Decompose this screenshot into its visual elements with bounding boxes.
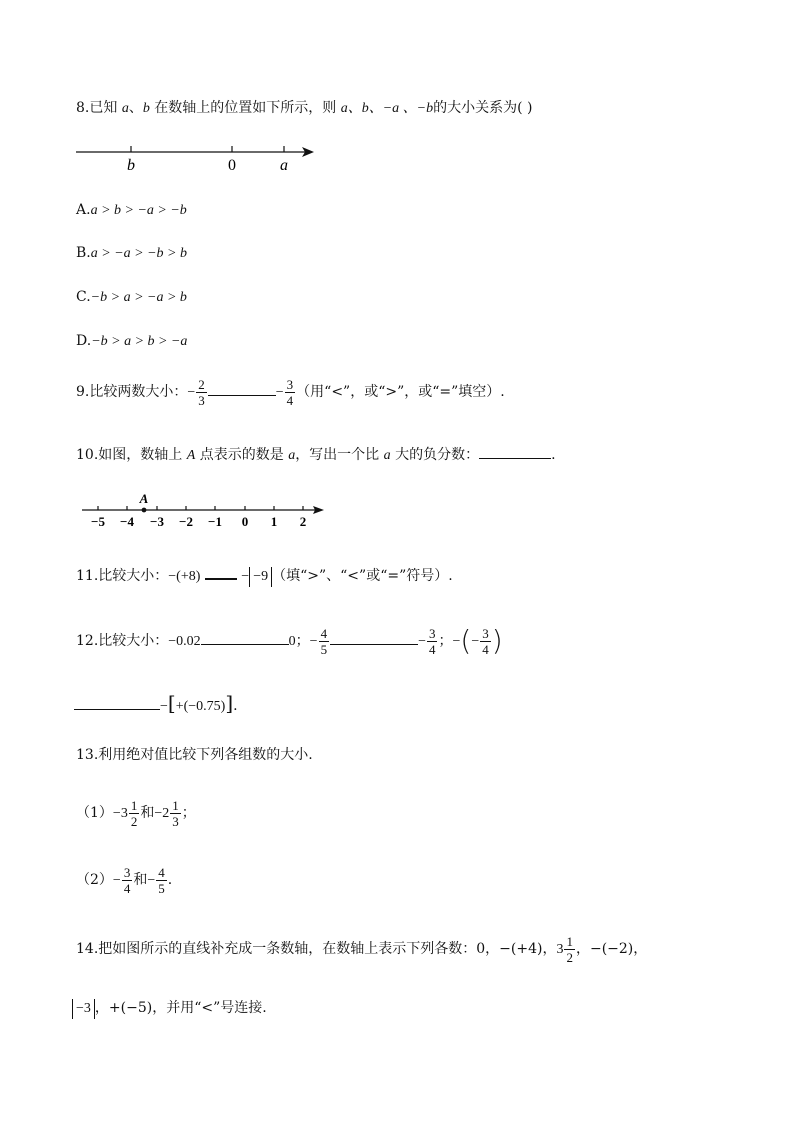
- q11: 11.比较大小：−(+8) − −9 （填“>”、“<”或“=”符号）.: [76, 564, 453, 587]
- q10-point-a: [142, 508, 147, 513]
- q13-p2-fraction-a: $\frac{3}{4}$: [123, 864, 131, 896]
- q10-tick-label: 2: [299, 514, 307, 529]
- q11-absolute-value: −9: [249, 567, 272, 587]
- q8-stem: 8.已知 a、b 在数轴上的位置如下所示，则 a、b、−a 、−b的大小关系为( ): [76, 100, 533, 116]
- q10-answer-blank[interactable]: [479, 444, 551, 459]
- q10-tick-label: −5: [91, 514, 105, 529]
- q10-stem: 10.如图，数轴上 A 点表示的数是 a，写出一个比 a 大的负分数： .: [76, 444, 556, 466]
- q8-option-c: C.−b > a > −a > b: [76, 289, 187, 305]
- q14-absolute-value: −3: [72, 999, 95, 1019]
- q12-answer-blank-2[interactable]: [330, 630, 418, 645]
- q8-option-b: B.a > −a > −b > b: [76, 245, 187, 261]
- q12-line1: 12.比较大小：−0.02 0；− $\frac{4}{5}$ − $\frac{3}{4}$ ；−(− $\frac{3}{4}$ ): [76, 624, 503, 657]
- q13-p2-fraction-b: $\frac{4}{5}$: [158, 864, 165, 896]
- q8-axis-zero-label: 0: [228, 157, 236, 174]
- q8-axis-a-label: a: [280, 157, 288, 174]
- q10-number-line: [80, 490, 330, 532]
- q8-axis-b-label: b: [127, 157, 135, 174]
- q10-tick-label: −1: [208, 514, 222, 529]
- q8-number-line: [74, 140, 324, 176]
- q10-tick-label: 0: [241, 514, 249, 529]
- q9-answer-blank[interactable]: [208, 381, 276, 396]
- q12-answer-blank-3[interactable]: [74, 695, 160, 710]
- q14-fraction: $\frac{1}{2}$: [566, 933, 573, 965]
- q12-line2: −[+(−0.75)].: [74, 690, 238, 720]
- q8-option-d: D.−b > a > b > −a: [76, 333, 188, 349]
- q14-line2: −3 ，+(−5)，并用“<”号连接.: [72, 998, 267, 1019]
- q13-part2: （2）− $\frac{3}{4}$ 和− $\frac{4}{5}$ .: [76, 864, 173, 896]
- q12-fraction-3: $\frac{3}{4}$: [482, 625, 489, 657]
- q11-answer-blank[interactable]: [205, 564, 237, 580]
- q13-p1-fraction-a: $\frac{1}{2}$: [130, 797, 138, 829]
- q12-fraction-1: $\frac{4}{5}$: [320, 625, 328, 657]
- q10-tick-label: −2: [179, 514, 193, 529]
- q12-answer-blank-1[interactable]: [201, 630, 289, 645]
- q13-title: 13.利用绝对值比较下列各组数的大小.: [76, 747, 313, 763]
- q14-line1: 14.把如图所示的直线补充成一条数轴，在数轴上表示下列各数：0，−(+4)，3 $\frac{1}{2}$ ，−(−2)，: [76, 933, 648, 965]
- q9-fraction-2: $\frac{3}{4}$: [286, 376, 294, 408]
- q13-part1: （1）−3 $\frac{1}{2}$ 和−2 $\frac{1}{3}$ ；: [76, 797, 196, 829]
- q13-p1-fraction-b: $\frac{1}{3}$: [172, 797, 179, 829]
- q10-tick-label: 1: [270, 514, 278, 529]
- q8-option-a: A.a > b > −a > −b: [76, 202, 187, 218]
- q9-fraction-1: $\frac{2}{3}$: [198, 376, 205, 408]
- q12-fraction-2: $\frac{3}{4}$: [428, 625, 436, 657]
- q9: 9.比较两数大小：− $\frac{2}{3}$ − $\frac{3}{4}$ （用“<”，或“>”，或“=”填空）.: [76, 376, 505, 408]
- q10-point-a-label: A: [139, 491, 149, 506]
- q10-tick-label: −4: [120, 514, 134, 529]
- q10-tick-label: −3: [150, 514, 164, 529]
